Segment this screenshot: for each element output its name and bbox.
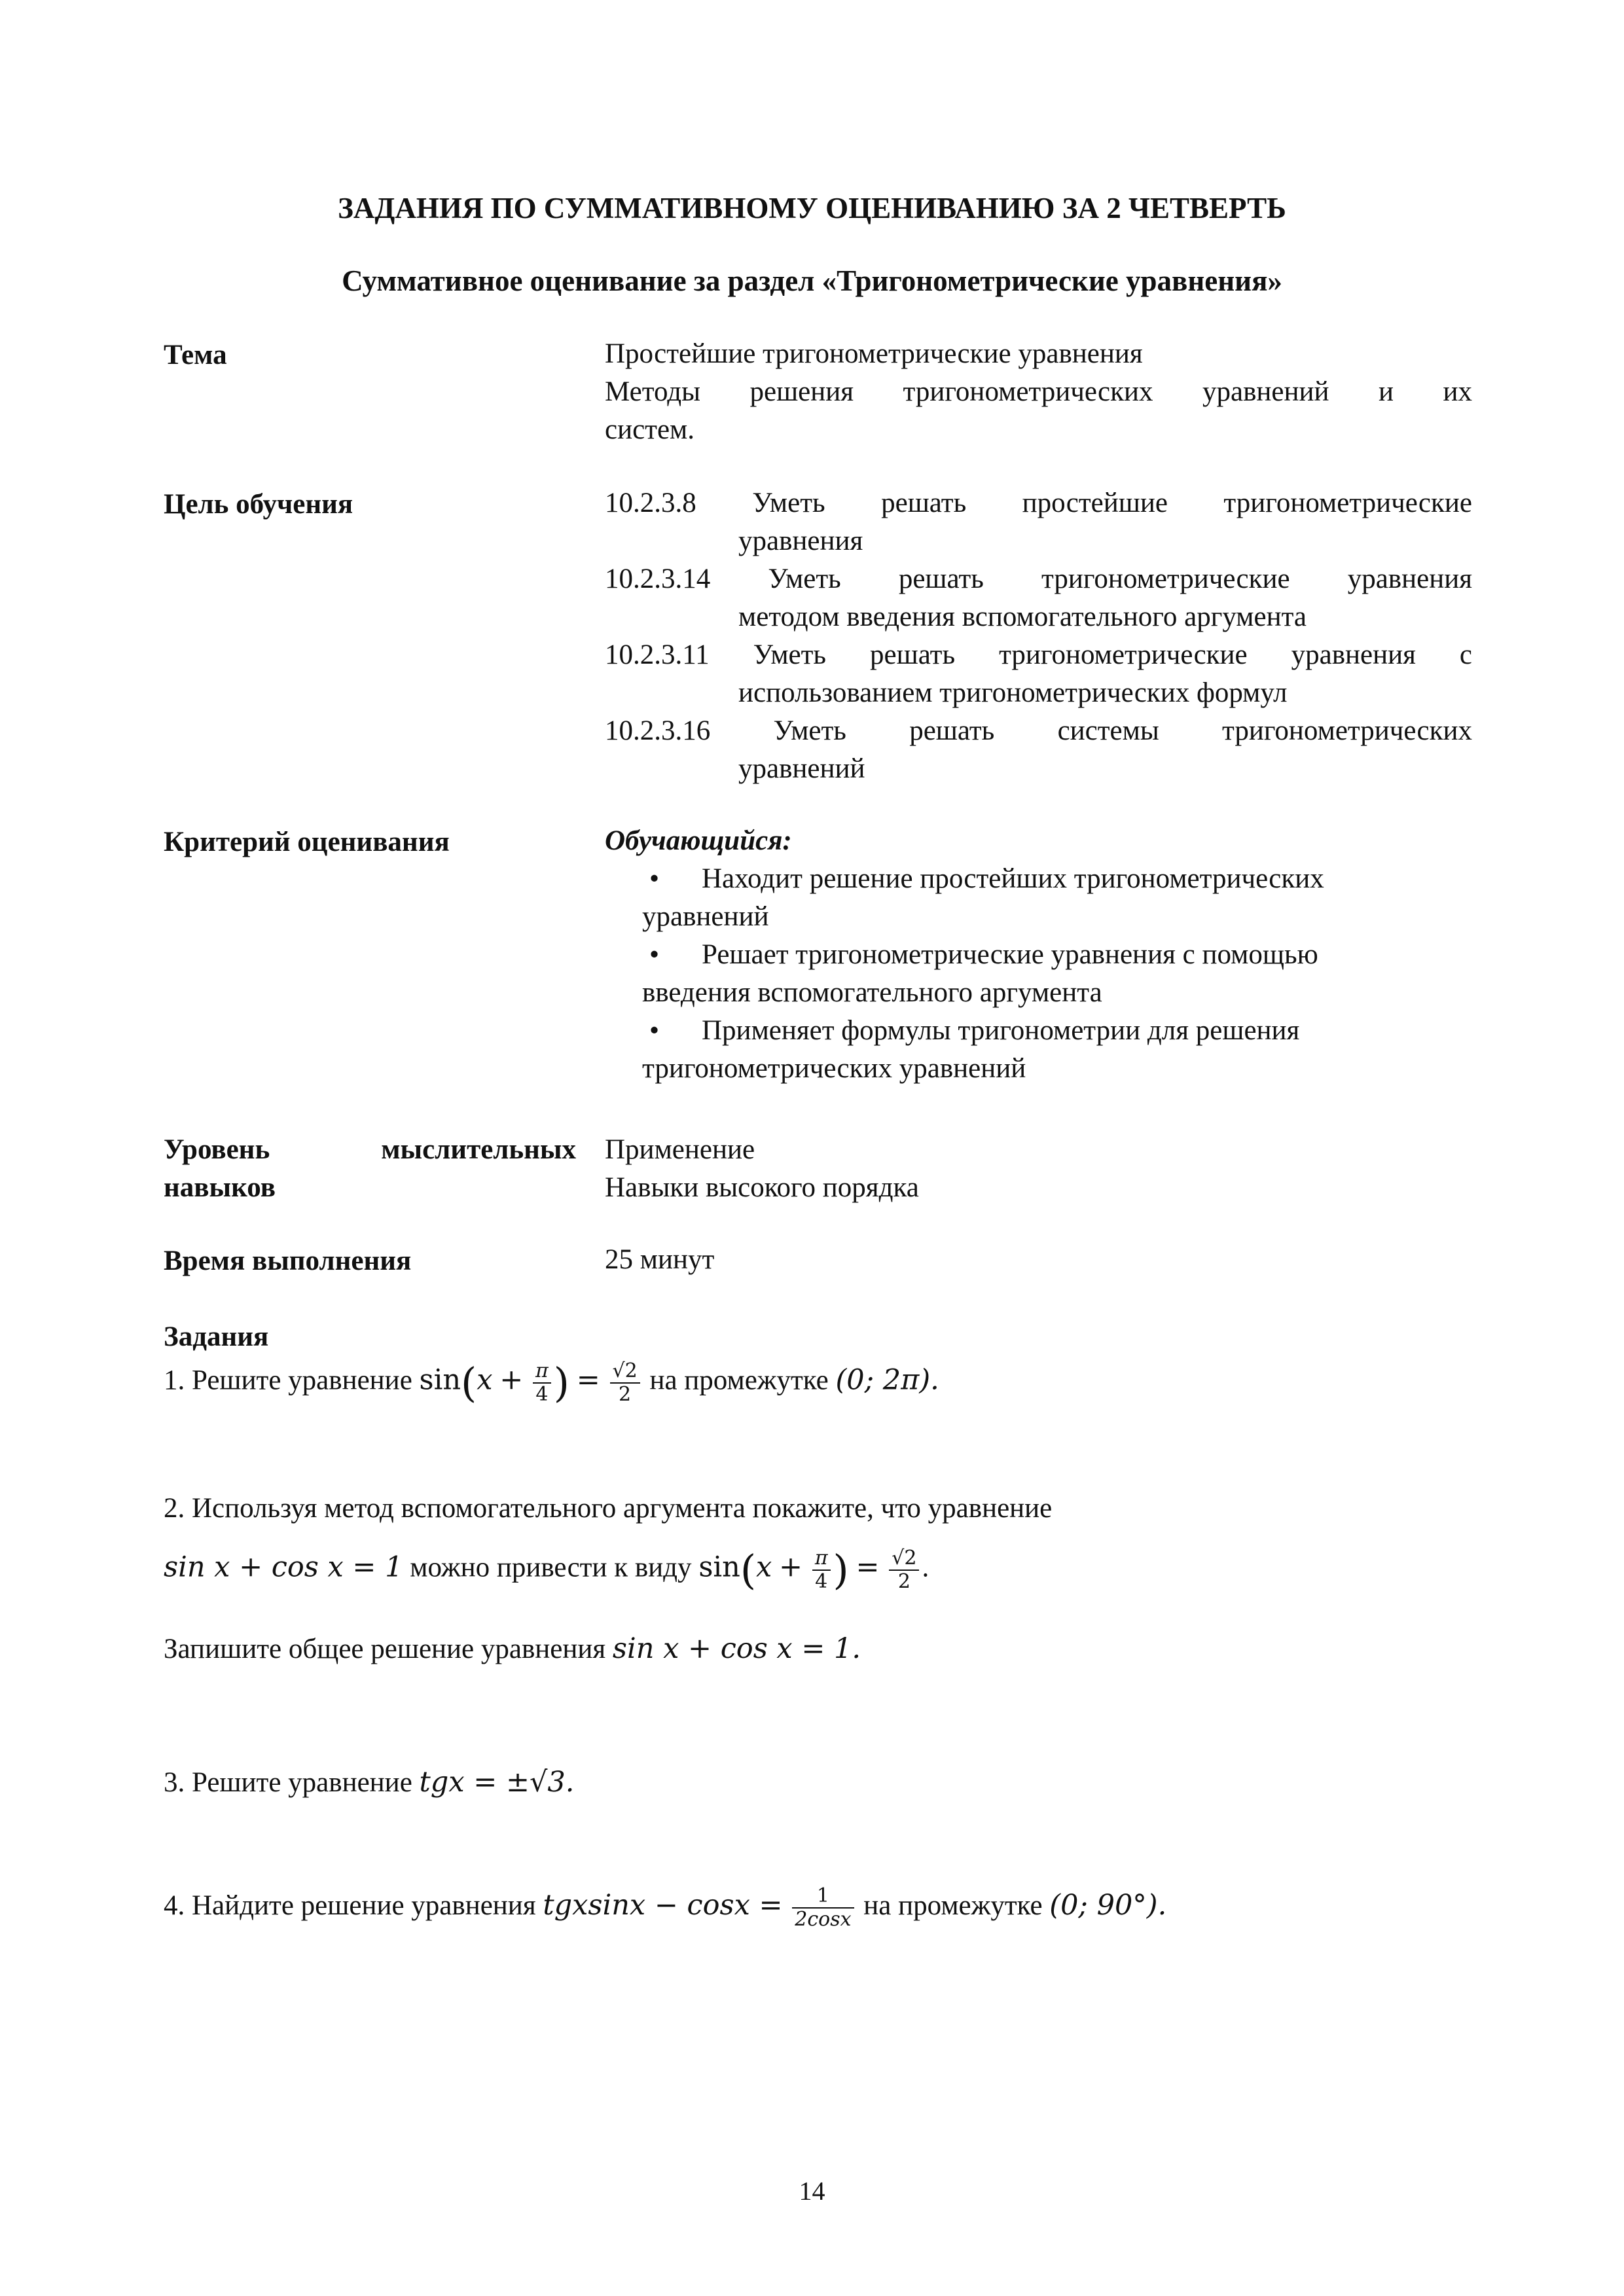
skills-label-word1: Уровень [164, 1134, 270, 1165]
task-2-line-3 [164, 1632, 861, 1665]
criteria-text: Решает тригонометрические уравнения с помощью [702, 939, 1318, 970]
plus-sign: + [499, 1363, 524, 1397]
goal-text-cont: уравнения [738, 526, 863, 556]
skills-value-2: Навыки высокого порядка [605, 1172, 919, 1203]
fraction-numerator: √2 [610, 1360, 640, 1384]
time-label: Время выполнения [164, 1246, 412, 1276]
task-1-suffix: на промежутке [649, 1365, 829, 1396]
task-4-fraction [792, 1885, 854, 1931]
criteria-list [605, 822, 1472, 1088]
goal-item [605, 560, 1472, 636]
equals-sign: = [856, 1551, 880, 1584]
sqrt2-over-2-fraction [610, 1360, 640, 1406]
task-4-equation: tgxsinx − cosx = [543, 1888, 783, 1922]
time-value: 25 минут [605, 1244, 715, 1275]
goal-text-cont: методом введения вспомогательного аргумента [738, 601, 1307, 632]
task-3-equation: tgx = ±√3. [419, 1766, 575, 1799]
goal-text: Уметь решать тригонометрические уравнения [768, 564, 1473, 594]
task-2-middle: можно привести к виду [410, 1552, 692, 1583]
fraction-denominator: 2 [619, 1382, 632, 1406]
fraction-numerator: 1 [792, 1885, 854, 1909]
goal-label: Цель обучения [164, 489, 353, 520]
fraction-denominator: 2 [897, 1570, 911, 1593]
left-paren: ( [461, 1359, 477, 1407]
topic-line-1: Простейшие тригонометрические уравнения [605, 338, 1143, 369]
task-4 [164, 1885, 1166, 1931]
page-title: ЗАДАНИЯ ПО СУММАТИВНОМУ ОЦЕНИВАНИЮ ЗА 2 ЧЕТВЕРТЬ [338, 192, 1286, 224]
task-4-interval: (0; 90°). [1049, 1888, 1167, 1922]
variable-x: x [756, 1551, 772, 1584]
goal-code: 10.2.3.11 [605, 639, 710, 670]
variable-x: x [477, 1363, 493, 1397]
fraction-numerator: √2 [889, 1547, 919, 1571]
sin-function: sin [698, 1551, 740, 1584]
goal-text-cont: использованием тригонометрических формул [738, 677, 1288, 708]
task-1-prefix: 1. Решите уравнение [164, 1365, 412, 1396]
criteria-text-cont: введения вспомогательного аргумента [642, 977, 1102, 1008]
topic-line-2: Методы решения тригонометрических уравнений и их [605, 376, 1472, 407]
task-2-line-3-prefix: Запишите общее решение уравнения [164, 1634, 606, 1664]
fraction-denominator: 4 [815, 1570, 828, 1593]
goal-item [605, 712, 1472, 788]
goal-list [605, 484, 1472, 788]
goal-text: Уметь решать тригонометрические уравнения с [753, 639, 1473, 670]
goal-item [605, 484, 1472, 560]
goal-code: 10.2.3.8 [605, 488, 696, 518]
goal-code: 10.2.3.16 [605, 715, 711, 746]
fraction-denominator: 2cosx [795, 1908, 852, 1931]
task-1-interval: (0; 2π). [835, 1363, 939, 1397]
topic-value [605, 335, 1472, 449]
skills-value [605, 1131, 1472, 1207]
tasks-heading: Задания [164, 1321, 269, 1352]
goal-text: Уметь решать системы тригонометрических [773, 715, 1473, 746]
task-3-prefix: 3. Решите уравнение [164, 1767, 412, 1798]
criteria-text: Применяет формулы тригонометрии для решения [702, 1015, 1300, 1046]
left-paren: ( [740, 1546, 757, 1594]
criteria-heading: Обучающийся: [605, 825, 792, 856]
page-number: 14 [799, 2176, 825, 2206]
skills-label [164, 1131, 576, 1207]
skills-label-line2: навыков [164, 1172, 276, 1203]
criteria-item [605, 936, 1472, 1012]
fraction-denominator: 4 [535, 1382, 549, 1406]
pi-over-4-fraction [812, 1547, 831, 1593]
criteria-label: Критерий оценивания [164, 827, 450, 857]
criteria-item [605, 1012, 1472, 1088]
task-4-suffix: на промежутке [863, 1890, 1043, 1921]
goal-code: 10.2.3.14 [605, 564, 711, 594]
task-2-equation: sin x + cos x = 1 [164, 1551, 403, 1584]
fraction-numerator: π [812, 1547, 831, 1571]
task-3 [164, 1766, 574, 1799]
goal-item [605, 636, 1472, 712]
topic-label: Тема [164, 340, 227, 370]
criteria-text-cont: уравнений [642, 901, 769, 932]
task-1 [164, 1359, 939, 1407]
goal-text: Уметь решать простейшие тригонометрические [752, 488, 1472, 518]
right-paren: ) [833, 1546, 849, 1594]
criteria-text-cont: тригонометрических уравнений [642, 1053, 1026, 1084]
section-subtitle: Суммативное оценивание за раздел «Тригонометрические уравнения» [342, 264, 1282, 297]
skills-label-word2: мыслительных [381, 1134, 576, 1165]
fraction-numerator: π [533, 1360, 551, 1384]
task-2-line-2: sin x + cos x = 1 можно привести к виду sin(x + $\frac{\pi}{4}$ ) = $\frac{√2}{2}$ . [164, 1546, 929, 1594]
pi-over-4-fraction [533, 1360, 551, 1406]
topic-line-3: систем. [605, 414, 695, 445]
skills-value-1: Применение [605, 1134, 755, 1165]
plus-sign: + [779, 1551, 803, 1584]
task-4-prefix: 4. Найдите решение уравнения [164, 1890, 536, 1921]
equals-sign: = [576, 1363, 600, 1397]
task-2-line-3-equation: sin x + cos x = 1. [612, 1632, 861, 1665]
sqrt2-over-2-fraction [889, 1547, 919, 1593]
criteria-text: Находит решение простейших тригонометрических [702, 863, 1324, 894]
task-2-line-1: 2. Используя метод вспомогательного аргумента покажите, что уравнение [164, 1493, 1053, 1524]
sin-function: sin [419, 1363, 461, 1397]
right-paren: ) [553, 1359, 569, 1407]
criteria-item [605, 860, 1472, 936]
goal-text-cont: уравнений [738, 753, 865, 784]
